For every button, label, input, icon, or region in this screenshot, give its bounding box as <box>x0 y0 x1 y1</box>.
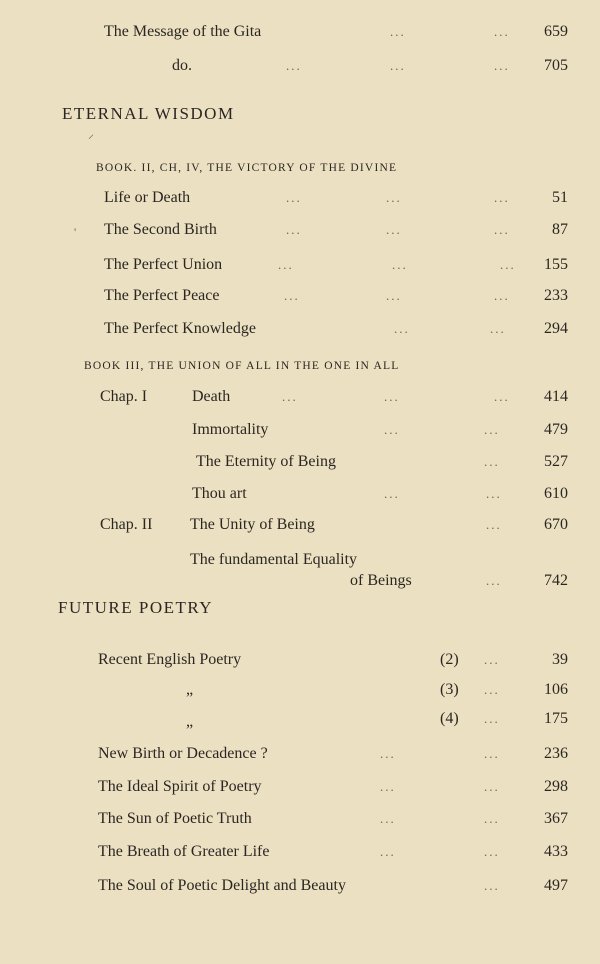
leader-dots: ... <box>484 711 500 726</box>
entry-title: Immortality <box>192 421 269 438</box>
leader-dots: ... <box>390 58 406 73</box>
leader-dots: ... <box>484 746 500 761</box>
print-mark: ⸝ <box>88 127 95 141</box>
entry-page: 527 <box>544 453 568 470</box>
leader-dots: ... <box>380 779 396 794</box>
leader-dots: ... <box>380 746 396 761</box>
leader-dots: ... <box>282 389 298 404</box>
entry-page: 479 <box>544 421 568 438</box>
entry-page: 233 <box>544 287 568 304</box>
leader-dots: ... <box>484 454 500 469</box>
entry-page: 39 <box>552 651 568 668</box>
leader-dots: ... <box>484 422 500 437</box>
entry-page: 175 <box>544 710 568 727</box>
book-heading: BOOK. II, CH, IV, THE VICTORY OF THE DIVINE <box>96 162 398 174</box>
entry-title: Death <box>192 388 231 405</box>
leader-dots: ... <box>286 222 302 237</box>
ditto-mark: „ <box>186 681 194 698</box>
leader-dots: ... <box>494 389 510 404</box>
leader-dots: ... <box>486 573 502 588</box>
entry-title: The Ideal Spirit of Poetry <box>98 778 262 795</box>
entry-title: The Breath of Greater Life <box>98 843 270 860</box>
entry-title: Life or Death <box>104 189 191 206</box>
leader-dots: ... <box>484 878 500 893</box>
leader-dots: ... <box>494 222 510 237</box>
leader-dots: ... <box>390 24 406 39</box>
book-heading: BOOK III, THE UNION OF ALL IN THE ONE IN ALL <box>84 360 400 372</box>
entry-title: The Perfect Union <box>104 256 223 273</box>
entry-part: (4) <box>440 710 459 727</box>
entry-page: 236 <box>544 745 568 762</box>
entry-page: 497 <box>544 877 568 894</box>
leader-dots: ... <box>380 811 396 826</box>
entry-page: 670 <box>544 516 568 533</box>
entry-page: 659 <box>544 23 568 40</box>
leader-dots: ... <box>286 58 302 73</box>
entry-title: The Sun of Poetic Truth <box>98 810 252 827</box>
entry-title-line: of Beings <box>350 572 412 589</box>
entry-page: 433 <box>544 843 568 860</box>
leader-dots: ... <box>494 24 510 39</box>
leader-dots: ... <box>380 844 396 859</box>
leader-dots: ... <box>394 321 410 336</box>
leader-dots: ... <box>384 422 400 437</box>
leader-dots: ... <box>486 517 502 532</box>
entry-page: 367 <box>544 810 568 827</box>
entry-page: 155 <box>544 256 568 273</box>
entry-page: 87 <box>552 221 568 238</box>
entry-title: The Unity of Being <box>190 516 315 533</box>
entry-page: 106 <box>544 681 568 698</box>
leader-dots: ... <box>286 190 302 205</box>
entry-title: The Soul of Poetic Delight and Beauty <box>98 877 346 894</box>
entry-title: Recent English Poetry <box>98 651 242 668</box>
entry-title: Thou art <box>192 485 247 502</box>
leader-dots: ... <box>386 288 402 303</box>
leader-dots: ... <box>484 779 500 794</box>
leader-dots: ... <box>384 389 400 404</box>
leader-dots: ... <box>494 58 510 73</box>
print-mark: ' <box>74 225 77 239</box>
leader-dots: ... <box>494 288 510 303</box>
leader-dots: ... <box>278 257 294 272</box>
leader-dots: ... <box>484 811 500 826</box>
leader-dots: ... <box>494 190 510 205</box>
leader-dots: ... <box>386 190 402 205</box>
entry-part: (2) <box>440 651 459 668</box>
leader-dots: ... <box>386 222 402 237</box>
entry-title-line: The fundamental Equality <box>190 551 358 568</box>
leader-dots: ... <box>484 844 500 859</box>
entry-title: New Birth or Decadence ? <box>98 745 268 762</box>
entry-page: 51 <box>552 189 568 206</box>
leader-dots: ... <box>484 652 500 667</box>
entry-title: The Second Birth <box>104 221 217 238</box>
leader-dots: ... <box>490 321 506 336</box>
entry-title: The Eternity of Being <box>196 453 336 470</box>
leader-dots: ... <box>484 682 500 697</box>
entry-page: 298 <box>544 778 568 795</box>
entry-page: 742 <box>544 572 568 589</box>
entry-page: 414 <box>544 388 568 405</box>
leader-dots: ... <box>500 257 516 272</box>
leader-dots: ... <box>284 288 300 303</box>
chapter-label: Chap. I <box>100 388 148 405</box>
entry-title: do. <box>172 57 192 74</box>
leader-dots: ... <box>486 486 502 501</box>
entry-page: 610 <box>544 485 568 502</box>
entry-part: (3) <box>440 681 459 698</box>
leader-dots: ... <box>384 486 400 501</box>
section-heading: FUTURE POETRY <box>58 598 214 617</box>
leader-dots: ... <box>392 257 408 272</box>
entry-title: The Perfect Peace <box>104 287 220 304</box>
entry-page: 705 <box>544 57 568 74</box>
entry-title: The Perfect Knowledge <box>104 320 256 337</box>
entry-title: The Message of the Gita <box>104 23 262 40</box>
ditto-mark: „ <box>186 713 194 730</box>
section-heading: ETERNAL WISDOM <box>62 104 235 123</box>
chapter-label: Chap. II <box>100 516 153 533</box>
entry-page: 294 <box>544 320 568 337</box>
